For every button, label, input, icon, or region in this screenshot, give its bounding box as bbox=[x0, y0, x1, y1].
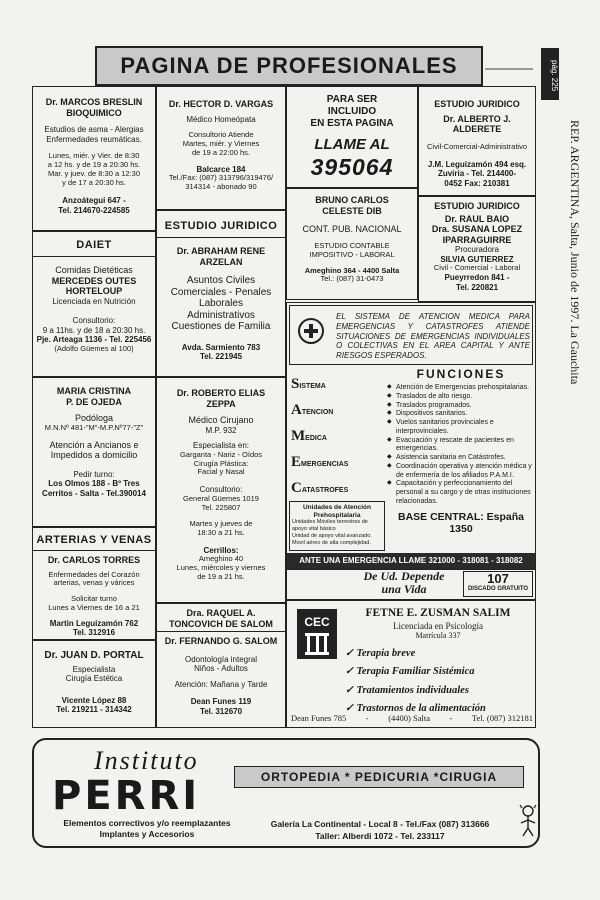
emergency-footer: ANTE UNA EMERGENCIA LLAME 321000 - 318081 - 318082 bbox=[287, 553, 535, 569]
office-title: Consultorio: bbox=[199, 485, 243, 495]
card-toncovich bbox=[156, 603, 286, 728]
desc-title: Especialista en: bbox=[192, 441, 250, 451]
list-item: ◆ Vuelos sanitarios provinciales e interprovinciales. bbox=[387, 419, 535, 437]
address: Los Olmos 188 - Bº Tres Cerritos - Salta - Tel.390014 bbox=[42, 479, 146, 498]
address: Balcarce 184 bbox=[196, 164, 246, 174]
phone: Tel. 219211 - 314342 bbox=[56, 705, 132, 715]
name: Dr. CARLOS TORRES bbox=[47, 554, 141, 565]
service-item: ✓ Tratamientos individuales bbox=[345, 684, 469, 696]
desc: Atención a Ancianos e Impedidos a domicilio bbox=[49, 439, 139, 461]
address: Avda. Sarmiento 783 bbox=[181, 342, 261, 352]
name: Dr. ALBERTO J. ALDERETE bbox=[443, 113, 511, 135]
phone: Tel. 214670-224585 bbox=[58, 205, 130, 215]
card-daiet bbox=[32, 231, 156, 377]
emergency-intro: EL SISTEMA DE ATENCION MEDICA PARA EMERGENCIAS Y CATASTROFES ATIENDE SITUACIONES DE EMERGENCIAS INDIVIDUALES O COLECTIVAS EN EL AREA CAPITAL Y ANTE RIESGOS ESPERADOS. bbox=[336, 312, 530, 360]
name: Dra. RAQUEL A. TONCOVICH DE SALOM bbox=[169, 608, 273, 629]
desc: Odontología integral Niños - Adultos bbox=[184, 654, 258, 674]
name2: Dr. FERNANDO G. SALOM bbox=[164, 636, 278, 647]
name: Dr. JUAN D. PORTAL bbox=[44, 650, 144, 661]
perri-word1: Instituto bbox=[94, 746, 199, 775]
red-cross-icon bbox=[298, 318, 324, 344]
phone-number: 395064 bbox=[310, 154, 394, 181]
footer: Dean Funes 785 - (4400) Salta - Tel. (087) 312181 bbox=[291, 713, 533, 723]
address: Pueyrredon 841 - Tel. 220821 bbox=[444, 273, 510, 292]
units-list: Unidades Móviles terrestres de apoyo vital básico Unidad de apoyo vital avanzado. Movil aéreo de alta complejidad. bbox=[292, 519, 372, 546]
hours: 9 a 11hs. y de 18 a 20:30 hs. bbox=[42, 325, 146, 335]
desc: ESTUDIO CONTABLE IMPOSITIVO - LABORAL bbox=[309, 240, 395, 259]
units-title: Unidades de Atención Prehospitalaria bbox=[302, 504, 372, 519]
card-ojeda bbox=[32, 377, 156, 527]
acronym-s: SISTEMA bbox=[291, 376, 326, 392]
phone: Tel./Fax: (087) 313796/319476/ 314314 - abonado 90 bbox=[168, 173, 274, 191]
address: Dean Funes 119 bbox=[190, 697, 252, 707]
card-celeste bbox=[286, 188, 418, 300]
same-acronym bbox=[291, 371, 383, 501]
title: ARTERIAS Y VENAS bbox=[36, 534, 152, 546]
phone: Tel. 312916 bbox=[72, 628, 116, 638]
address: Vicente López 88 bbox=[61, 695, 127, 705]
phone: Tel. 312670 bbox=[199, 706, 243, 716]
card-vargas bbox=[156, 86, 286, 210]
page-title: PAGINA DE PROFESIONALES bbox=[95, 46, 483, 86]
specialty: BIOQUIMICO bbox=[66, 107, 122, 118]
list-item: ◆ Atención de Emergencias prehospitalarias. bbox=[387, 384, 535, 393]
slogan: De Ud. Depende una Vida bbox=[363, 570, 445, 596]
card-alderete bbox=[418, 86, 536, 196]
title: DAIET bbox=[76, 239, 112, 251]
acronym-a: ATENCION bbox=[291, 402, 334, 418]
card-zusman bbox=[286, 600, 536, 728]
funciones-box bbox=[387, 367, 535, 547]
perri-desc: Elementos correctivos y/o reemplazantes Implantes y Accesorios bbox=[63, 818, 231, 839]
card-portal bbox=[32, 640, 156, 728]
desc: Garganta - Nariz - Oídos Cirugía Plástica: Facial y Nasal bbox=[179, 449, 263, 477]
license: M.P. 932 bbox=[205, 425, 237, 435]
services bbox=[345, 645, 535, 719]
note: (Adolfo Güemes al 100) bbox=[54, 343, 134, 353]
funciones-title: FUNCIONES bbox=[416, 367, 506, 381]
hours: Martes y jueves de 18:30 a 21 hs. bbox=[189, 519, 253, 538]
desc: Estudios de asma - Alergias Enfermedades reumáticas. bbox=[44, 125, 144, 144]
hours: Lunes, miér. y Vier. de 8:30 a 12 hs. y de 19 a 20:30 hs. Mar. y juev. de 8:30 a 12:30 y de 17 a 20:30 hs. bbox=[47, 151, 141, 187]
title: ESTUDIO JURIDICO bbox=[164, 220, 278, 232]
list-item: ◆ Traslados programados. bbox=[387, 402, 535, 411]
list-item: ◆ Evacuación y rescate de pacientes en emergencias. bbox=[387, 437, 535, 455]
card-zeppa bbox=[156, 377, 286, 603]
card-arzelan bbox=[156, 210, 286, 377]
areas: Asuntos Civiles Comerciales - Penales Laborales Administrativos Cuestiones de Familia bbox=[170, 275, 272, 333]
funciones-list bbox=[387, 384, 535, 507]
title: Licenciada en Psicología bbox=[393, 620, 483, 631]
name: Dr. HECTOR D. VARGAS bbox=[168, 99, 274, 109]
list-item: ◆ Capacitación y perfeccionamiento del personal a su cargo y de otras instituciones relacionadas. bbox=[387, 480, 535, 506]
mascot-icon bbox=[518, 804, 538, 838]
name: Dr. MARCOS BRESLIN bbox=[45, 97, 143, 107]
address: Pje. Arteaga 1136 - Tel. 225456 bbox=[36, 335, 152, 345]
specialty: Civil - Comercial - Laboral bbox=[433, 263, 521, 273]
free-label: DISCADO GRATUITO bbox=[467, 586, 529, 592]
role: Licenciada en Nutrición bbox=[52, 296, 136, 306]
office2-title: Cerrillos: bbox=[203, 546, 239, 556]
license: Matrícula 337 bbox=[415, 631, 461, 641]
acronym-m: MEDICA bbox=[291, 428, 327, 444]
specialty: Podóloga bbox=[74, 413, 114, 424]
list-item: ◆ Traslados de alto riesgo. bbox=[387, 393, 535, 402]
phone: Tel. 221945 bbox=[199, 352, 243, 362]
role-name: SILVIA GUTIERREZ bbox=[440, 254, 514, 264]
card-baio bbox=[418, 196, 536, 302]
ad-lines: PARA SER INCLUIDO EN ESTA PAGINA bbox=[310, 94, 394, 129]
title: CONT. PUB. NACIONAL bbox=[302, 224, 402, 235]
names: Dr. RAUL BAIO Dra. SUSANA LOPEZ IPARRAGUIRRE bbox=[431, 213, 523, 245]
desc: Enfermedades del Corazón arterias, venas y várices bbox=[48, 569, 140, 588]
acronym-c: CATASTROFES bbox=[291, 480, 349, 496]
perri-address: Galería La Continental - Local 8 - Tel./Fax (087) 313666 Taller: Alberdi 1072 - Tel. 233117 bbox=[270, 819, 490, 841]
list-item: ◆ Asistencia sanitaria en Catástrofes. bbox=[387, 454, 535, 463]
license: M.N.Nº 481-"M"-M.P.Nº77-"Z" bbox=[44, 422, 144, 432]
list-item: ◆ Coordinación operativa y atención médica y de enfermería de los afiliados P.A.M.I. bbox=[387, 463, 535, 481]
name: MERCEDES OUTES HORTELOUP bbox=[51, 275, 137, 297]
card-ad-space bbox=[286, 86, 418, 188]
specialty: Civil-Comercial-Administrativo bbox=[426, 141, 528, 151]
service-item: ✓ Terapia breve bbox=[345, 648, 416, 659]
cec-logo: CEC bbox=[297, 609, 337, 659]
office: General Güemes 1019 Tel. 225807 bbox=[183, 493, 259, 512]
list-item: ◆ Dispositivos sanitarios. bbox=[387, 410, 535, 419]
name: FETNE E. ZUSMAN SALIM bbox=[365, 607, 511, 619]
perri-tagline: ORTOPEDIA * PEDICURIA *CIRUGIA bbox=[234, 766, 524, 788]
phone: Tel.: (087) 31-0473 bbox=[320, 274, 384, 284]
specialty: Especialista bbox=[72, 664, 116, 674]
hours-title: Pedir turno: bbox=[73, 469, 115, 479]
specialty: Médico Homeópata bbox=[186, 114, 256, 124]
desc: Cirugía Estética bbox=[65, 674, 123, 684]
card-torres bbox=[32, 527, 156, 640]
title: ESTUDIO JURIDICO bbox=[434, 201, 520, 211]
emergency-intro-box bbox=[289, 305, 533, 365]
perri-ad bbox=[32, 738, 540, 848]
service-item: ✓ Trastornos de la alimentación bbox=[345, 703, 486, 715]
perri-word2: PERRI bbox=[52, 773, 201, 819]
free-call-box bbox=[463, 571, 533, 597]
de-ud-banner bbox=[286, 570, 536, 600]
name: BRUNO CARLOS CELESTE DIB bbox=[315, 195, 389, 216]
header-rule bbox=[485, 68, 533, 70]
service-item: ✓ Terapia Familiar Sistémica bbox=[345, 666, 475, 678]
vertical-caption: REP. ARGENTINA, Salta, Junio de 1997. La Gauchita bbox=[568, 120, 582, 385]
address: Ameghino 364 - 4400 Salta bbox=[304, 265, 400, 275]
title: ESTUDIO JURIDICO bbox=[434, 99, 520, 109]
units-box bbox=[289, 501, 385, 551]
card-breslin bbox=[32, 86, 156, 231]
address: J.M. Leguizamón 494 esq. Zuviria - Tel. 214400- 0452 Fax: 210381 bbox=[427, 159, 527, 188]
name: Dr. ABRAHAM RENE ARZELAN bbox=[176, 245, 266, 267]
hours: Solicitar turno Lunes a Viernes de 16 a 21 bbox=[48, 594, 140, 613]
call: LLAME AL bbox=[314, 136, 390, 154]
hours: Atención: Mañana y Tarde bbox=[174, 679, 268, 689]
page-number-badge: pág. 225 bbox=[541, 48, 559, 100]
address: Anzoátegui 647 - bbox=[62, 196, 126, 206]
free-number: 107 bbox=[487, 571, 509, 586]
desc: Comidas Dietéticas bbox=[55, 264, 133, 275]
role: Procuradora bbox=[454, 245, 500, 255]
emergency-section bbox=[286, 302, 536, 570]
hours: Consultorio Atiende Martes, miér. y Viernes de 19 a 22:00 hs. bbox=[182, 130, 260, 157]
base-central: BASE CENTRAL: España 1350 bbox=[397, 510, 524, 535]
office2: Ameghino 40 Lunes, miércoles y viernes de 19 a 21 hs. bbox=[176, 554, 266, 582]
hours-title: Consultorio: bbox=[72, 316, 116, 326]
acronym-e: EMERGENCIAS bbox=[291, 454, 349, 470]
name: MARIA CRISTINA P. DE OJEDA bbox=[56, 386, 132, 407]
name: Dr. ROBERTO ELIAS ZEPPA bbox=[176, 388, 266, 409]
address: Martin Leguizamón 762 bbox=[49, 618, 139, 628]
specialty: Médico Cirujano bbox=[188, 415, 254, 426]
